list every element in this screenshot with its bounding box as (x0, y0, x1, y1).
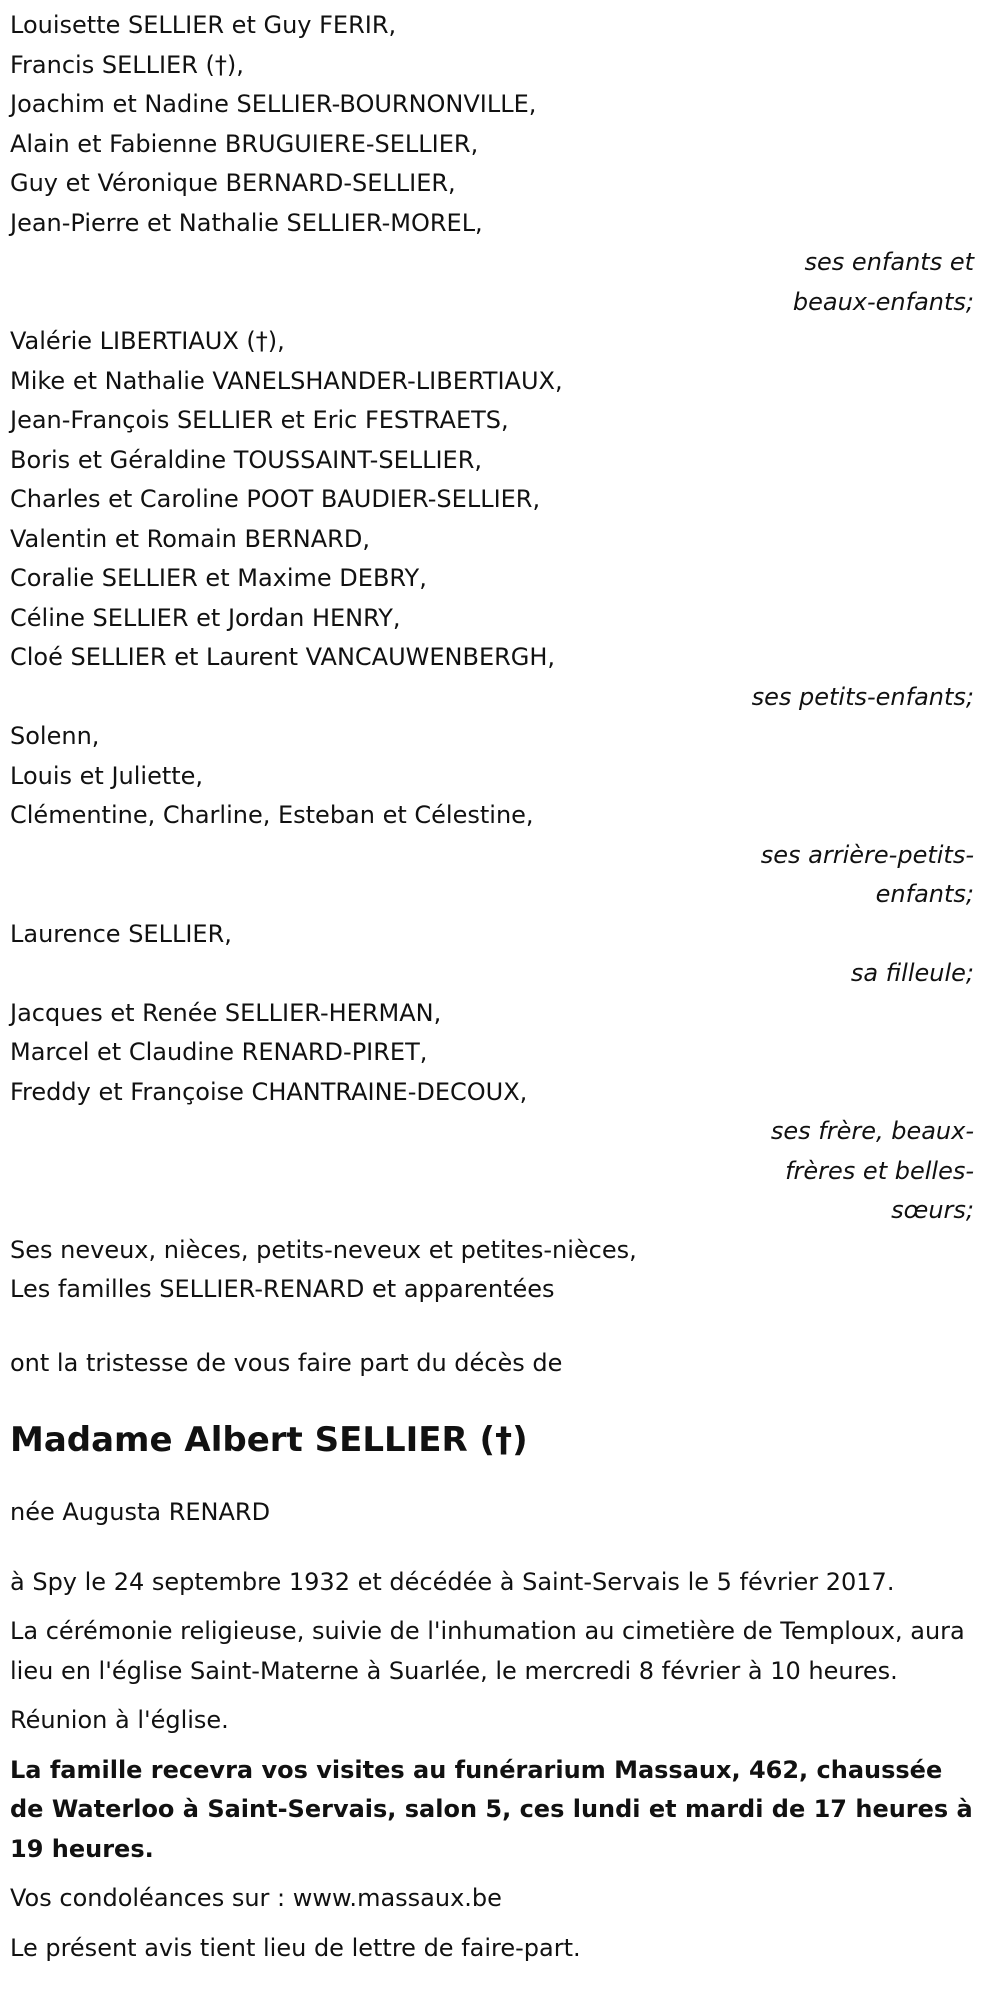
family-name-line: Louisette SELLIER et Guy FERIR, (10, 11, 397, 39)
relation-label-line: ses frère, beaux- (770, 1117, 974, 1145)
family-group-children (10, 6, 980, 322)
relation-label (10, 1112, 980, 1231)
family-name-line: Jacques et Renée SELLIER-HERMAN, (10, 998, 442, 1027)
family-name-line: Mike et Nathalie VANELSHANDER-LIBERTIAUX, (10, 366, 563, 395)
family-name-line: Valentin et Romain BERNARD, (10, 524, 370, 553)
visits-text: La famille recevra vos visites au funérarium Massaux, 462, chaussée de Waterloo à Saint-Servais, salon 5, ces lundi et mardi de 17 heures à 19 heures. (10, 1755, 973, 1863)
relation-label-line: ses arrière-petits- (760, 840, 974, 869)
family-name-line: Coralie SELLIER et Maxime DEBRY, (10, 564, 427, 592)
family-name-line: Freddy et Françoise CHANTRAINE-DECOUX, (10, 1077, 528, 1106)
extended-family-line: Les familles SELLIER-RENARD et apparentées (10, 1275, 555, 1303)
relation-label-line: ses enfants et (804, 248, 974, 276)
birth-death-text: à Spy le 24 septembre 1932 et décédée à Saint-Servais le 5 février 2017. (10, 1567, 895, 1596)
family-name-line: Cloé SELLIER et Laurent VANCAUWENBERGH, (10, 643, 556, 671)
family-name-line: Alain et Fabienne BRUGUIERE-SELLIER, (10, 129, 479, 158)
family-group-siblings (10, 994, 980, 1231)
relation-label-line: frères et belles- (785, 1156, 974, 1185)
announcement-text: ont la tristesse de vous faire part du décès de (10, 1348, 563, 1377)
closing-text: Le présent avis tient lieu de lettre de faire-part. (10, 1933, 581, 1962)
condolences-text: Vos condoléances sur : www.massaux.be (10, 1884, 502, 1912)
relation-label-line: sa filleule; (850, 959, 974, 987)
family-name-line: Solenn, (10, 722, 100, 750)
family-name-line: Jean-Pierre et Nathalie SELLIER-MOREL, (10, 208, 483, 237)
family-group-goddaughter (10, 915, 980, 994)
relation-label-line: beaux-enfants; (792, 287, 974, 316)
relation-label-line: enfants; (875, 880, 974, 908)
spacer (10, 1543, 980, 1563)
family-name-line: Céline SELLIER et Jordan HENRY, (10, 603, 401, 632)
relation-label (10, 678, 980, 718)
ceremony-text: La cérémonie religieuse, suivie de l'inhumation au cimetière de Temploux, aura lieu en l'église Saint-Materne à Suarlée, le mercredi 8 février à 10 heures. (10, 1617, 965, 1685)
maiden-name: née Augusta RENARD (10, 1498, 271, 1526)
family-name-line: Louis et Juliette, (10, 761, 204, 790)
reunion-text: Réunion à l'église. (10, 1706, 229, 1734)
spacer (10, 1310, 980, 1344)
family-group-grandchildren (10, 322, 980, 717)
extended-family (10, 1231, 980, 1310)
family-name-line: Joachim et Nadine SELLIER-BOURNONVILLE, (10, 90, 537, 118)
family-name-line: Francis SELLIER (†), (10, 50, 244, 79)
family-name-line: Jean-François SELLIER et Eric FESTRAETS, (10, 406, 509, 434)
relation-label-line: ses petits-enfants; (751, 682, 974, 711)
family-name-line: Clémentine, Charline, Esteban et Célestine, (10, 801, 534, 829)
relation-label (10, 954, 980, 994)
family-name-line: Guy et Véronique BERNARD-SELLIER, (10, 169, 456, 197)
deceased-name: Madame Albert SELLIER (†) (10, 1420, 528, 1460)
relation-label (10, 243, 980, 322)
family-name-line: Charles et Caroline POOT BAUDIER-SELLIER, (10, 485, 541, 513)
relation-label (10, 836, 980, 915)
family-name-line: Marcel et Claudine RENARD-PIRET, (10, 1038, 428, 1066)
extended-family-line: Ses neveux, nièces, petits-neveux et petites-nièces, (10, 1235, 637, 1264)
family-name-line: Laurence SELLIER, (10, 919, 232, 948)
family-name-line: Valérie LIBERTIAUX (†), (10, 327, 285, 355)
relation-label-line: sœurs; (891, 1196, 974, 1224)
family-name-line: Boris et Géraldine TOUSSAINT-SELLIER, (10, 445, 483, 474)
family-group-great-grandchildren (10, 717, 980, 915)
